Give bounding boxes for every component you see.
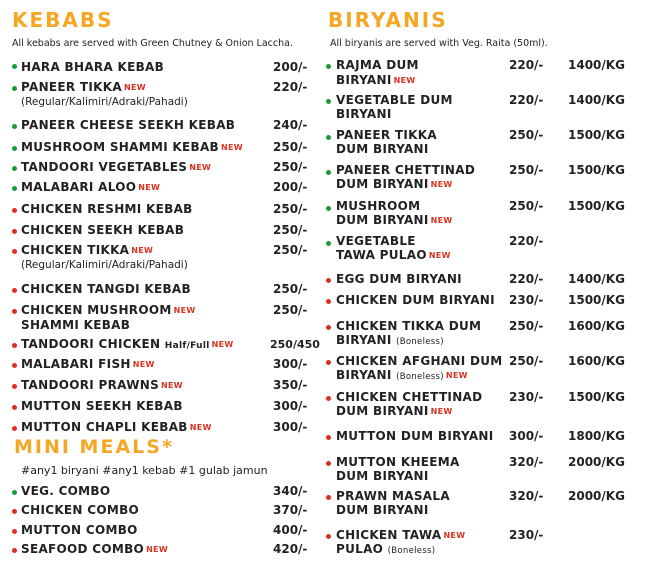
item-price: 370/- <box>273 503 308 517</box>
item-name: PANEER TIKKA <box>21 80 122 94</box>
item-price: 420/- <box>273 542 308 556</box>
new-badge: NEW <box>189 163 212 172</box>
nonveg-dot <box>12 509 17 514</box>
biryanis-note: All biryanis are served with Veg. Raita (50ml). <box>330 38 548 49</box>
item-name-line2: BIRYANI <box>336 368 392 382</box>
item-name: RAJMA DUM <box>336 58 419 72</box>
item-price-per-kg: 1800/KG <box>568 429 625 443</box>
item-price: 250/- <box>273 160 308 174</box>
item-name: CHICKEN TIKKA <box>21 243 130 257</box>
item-price-per-kg: 1500/KG <box>568 163 625 177</box>
item-name-line2: DUM BIRYANI <box>336 404 429 418</box>
item-name: TANDOORI PRAWNS <box>21 378 160 392</box>
item-price-per-kg: 1400/KG <box>568 58 625 72</box>
nonveg-dot <box>326 325 331 330</box>
item-price-per-kg: 1500/KG <box>568 293 625 307</box>
item-price: 250/- <box>273 140 308 154</box>
item-name: PANEER CHETTINAD <box>336 163 476 177</box>
item-name: PANEER TIKKA <box>336 128 437 142</box>
item-name-wrap <box>21 303 195 318</box>
veg-dot <box>12 186 17 191</box>
item-price: 320/- <box>509 455 544 469</box>
item-variants: (Regular/Kalimiri/Adraki/Pahadi) <box>21 259 188 271</box>
veg-dot <box>326 135 331 140</box>
nonveg-dot <box>12 249 17 254</box>
item-name-wrap <box>21 378 183 393</box>
item-name: CHICKEN RESHMI KEBAB <box>21 202 193 216</box>
item-name: VEGETABLE <box>336 234 416 248</box>
item-variants: (Regular/Kalimiri/Adraki/Pahadi) <box>21 96 188 108</box>
new-badge: NEW <box>221 143 243 152</box>
veg-dot <box>12 124 17 129</box>
item-name: CHICKEN CHETTINAD <box>336 390 483 404</box>
item-name-wrap <box>21 357 155 372</box>
item-price-per-kg: 1600/KG <box>568 319 625 333</box>
item-name-wrap <box>21 180 160 195</box>
item-price: 300/- <box>509 429 544 443</box>
nonveg-dot <box>326 396 331 401</box>
veg-dot <box>12 146 17 151</box>
nonveg-dot <box>12 343 17 348</box>
item-name-wrap <box>336 177 453 192</box>
new-badge: NEW <box>146 545 168 554</box>
item-price-per-kg: 1400/KG <box>568 93 625 107</box>
veg-dot <box>326 241 331 246</box>
nonveg-dot <box>12 363 17 368</box>
item-name-line2: DUM BIRYANI <box>336 177 429 191</box>
nonveg-dot <box>12 426 17 431</box>
item-name: PRAWN MASALA <box>336 489 450 503</box>
item-price: 400/- <box>273 523 308 537</box>
item-price: 230/- <box>509 293 544 307</box>
new-badge: NEW <box>211 340 234 349</box>
item-price-per-kg: 1500/KG <box>568 390 625 404</box>
item-price: 350/- <box>273 378 308 392</box>
veg-dot <box>12 166 17 171</box>
item-name-wrap <box>336 404 453 419</box>
item-price: 200/- <box>273 60 308 74</box>
nonveg-dot <box>12 309 17 314</box>
nonveg-dot <box>12 548 17 553</box>
item-name: CHICKEN SEEKH KEBAB <box>21 223 185 237</box>
item-name-wrap-2 <box>336 542 435 558</box>
item-name-line2: BIRYANI <box>336 333 392 347</box>
item-name: EGG DUM BIRYANI <box>336 272 462 286</box>
nonveg-dot <box>326 278 331 283</box>
item-price: 220/- <box>509 272 544 286</box>
item-name-wrap <box>336 368 468 384</box>
item-name-line2: BIRYANI <box>336 73 392 87</box>
item-name: MALABARI FISH <box>21 357 131 371</box>
item-name-line2: PULAO <box>336 542 384 556</box>
item-name: CHICKEN MUSHROOM <box>21 303 172 317</box>
item-price: 250/- <box>509 128 544 142</box>
item-name-line2: DUM BIRYANI <box>336 213 429 227</box>
item-price: 230/- <box>509 390 544 404</box>
item-name: HARA BHARA KEBAB <box>21 60 165 74</box>
item-price: 220/- <box>509 58 544 72</box>
nonveg-dot <box>12 208 17 213</box>
item-price: 320/- <box>509 489 544 503</box>
item-name-line2: DUM BIRYANI <box>336 503 429 517</box>
item-price-per-kg: 2000/KG <box>568 489 625 503</box>
item-price: 250/- <box>509 163 544 177</box>
veg-dot <box>326 64 331 69</box>
item-price: 220/- <box>509 93 544 107</box>
boneless-label: (Boneless) <box>396 372 444 382</box>
item-name: MUTTON COMBO <box>21 523 138 537</box>
veg-dot <box>326 206 331 211</box>
item-name-wrap <box>336 248 451 263</box>
boneless-label: (Boneless) <box>387 546 436 556</box>
item-price: 220/- <box>509 234 544 248</box>
item-name: MUTTON SEEKH KEBAB <box>21 399 183 413</box>
nonveg-dot <box>326 360 331 365</box>
item-price: 250/450 <box>270 338 320 351</box>
item-name-wrap <box>21 140 243 155</box>
new-badge: NEW <box>131 246 154 255</box>
item-name: CHICKEN TANGDI KEBAB <box>21 282 191 296</box>
kebabs-note: All kebabs are served with Green Chutney & Onion Laccha. <box>12 38 293 49</box>
item-price: 220/- <box>273 80 308 94</box>
item-name-wrap <box>21 243 153 258</box>
new-badge: NEW <box>138 183 161 192</box>
boneless-label: (Boneless) <box>396 337 444 347</box>
item-name-wrap <box>336 213 453 228</box>
item-name: CHICKEN AFGHANI DUM <box>336 354 503 368</box>
item-name: MALABARI ALOO <box>21 180 137 194</box>
item-price-per-kg: 1500/KG <box>568 128 625 142</box>
veg-dot <box>12 490 17 495</box>
new-badge: NEW <box>443 531 466 540</box>
item-name-line2: SHAMMI KEBAB <box>21 318 131 332</box>
item-name-line2: DUM BIRYANI <box>336 469 429 483</box>
item-name: TANDOORI VEGETABLES <box>21 160 188 174</box>
item-name-wrap <box>21 542 168 557</box>
new-badge: NEW <box>189 423 212 432</box>
half-full-label: Half/Full <box>164 341 210 351</box>
nonveg-dot <box>12 529 17 534</box>
nonveg-dot <box>326 534 331 539</box>
item-name: CHICKEN TIKKA DUM <box>336 319 482 333</box>
new-badge: NEW <box>430 216 453 225</box>
nonveg-dot <box>326 299 331 304</box>
item-price: 250/- <box>273 202 308 216</box>
item-price-per-kg: 1600/KG <box>568 354 625 368</box>
item-name-line2: TAWA PULAO <box>336 248 427 262</box>
item-name-wrap <box>336 333 444 349</box>
veg-dot <box>12 86 17 91</box>
new-badge: NEW <box>428 251 451 260</box>
item-name: PANEER CHEESE SEEKH KEBAB <box>21 118 236 132</box>
item-price-per-kg: 1500/KG <box>568 199 625 213</box>
nonveg-dot <box>326 435 331 440</box>
new-badge: NEW <box>393 76 416 85</box>
item-name: MUTTON CHAPLI KEBAB <box>21 420 188 434</box>
nonveg-dot <box>12 384 17 389</box>
new-badge: NEW <box>132 360 155 369</box>
item-price: 240/- <box>273 118 308 132</box>
nonveg-dot <box>12 229 17 234</box>
item-price-per-kg: 1400/KG <box>568 272 625 286</box>
item-price: 300/- <box>273 399 308 413</box>
item-name: VEGETABLE DUM <box>336 93 453 107</box>
new-badge: NEW <box>123 83 146 92</box>
item-price: 300/- <box>273 420 308 434</box>
veg-dot <box>12 64 17 69</box>
item-name-wrap <box>21 160 211 175</box>
item-name: VEG. COMBO <box>21 484 111 498</box>
item-price: 250/- <box>509 319 544 333</box>
veg-dot <box>326 170 331 175</box>
biryanis-heading: BIRYANIS <box>328 8 448 32</box>
nonveg-dot <box>326 495 331 500</box>
item-name: CHICKEN TAWA <box>336 528 442 542</box>
item-name-wrap <box>336 528 465 543</box>
mini-meals-hashtags: #any1 biryani #any1 kebab #1 gulab jamun <box>21 464 268 477</box>
item-name: MUSHROOM <box>336 199 421 213</box>
item-name: MUTTON KHEEMA <box>336 455 460 469</box>
item-price: 250/- <box>273 303 308 317</box>
item-name-wrap <box>21 80 146 95</box>
item-price: 340/- <box>273 484 308 498</box>
item-price: 250/- <box>273 223 308 237</box>
item-name-wrap <box>21 420 212 435</box>
kebabs-heading: KEBABS <box>12 8 114 32</box>
item-name: SEAFOOD COMBO <box>21 542 145 556</box>
item-name: CHICKEN DUM BIRYANI <box>336 293 495 307</box>
mini-meals-heading: MINI MEALS* <box>14 436 174 458</box>
item-price: 300/- <box>273 357 308 371</box>
nonveg-dot <box>12 405 17 410</box>
item-name-line2: DUM BIRYANI <box>336 142 429 156</box>
item-name: MUSHROOM SHAMMI KEBAB <box>21 140 220 154</box>
item-name: CHICKEN COMBO <box>21 503 140 517</box>
new-badge: NEW <box>430 180 453 189</box>
veg-dot <box>326 99 331 104</box>
new-badge: NEW <box>161 381 183 390</box>
item-price: 250/- <box>273 282 308 296</box>
item-price-per-kg: 2000/KG <box>568 455 625 469</box>
item-price: 200/- <box>273 180 308 194</box>
item-price: 230/- <box>509 528 544 542</box>
new-badge: NEW <box>430 407 453 416</box>
new-badge: NEW <box>173 306 196 315</box>
nonveg-dot <box>326 461 331 466</box>
item-name-wrap <box>21 337 234 353</box>
new-badge: NEW <box>445 371 468 380</box>
nonveg-dot <box>12 288 17 293</box>
item-name-wrap <box>336 73 416 88</box>
item-name: MUTTON DUM BIRYANI <box>336 429 494 443</box>
item-name: TANDOORI CHICKEN <box>21 337 161 351</box>
item-price: 250/- <box>509 199 544 213</box>
item-name-line2: BIRYANI <box>336 107 392 121</box>
item-price: 250/- <box>509 354 544 368</box>
item-price: 250/- <box>273 243 308 257</box>
